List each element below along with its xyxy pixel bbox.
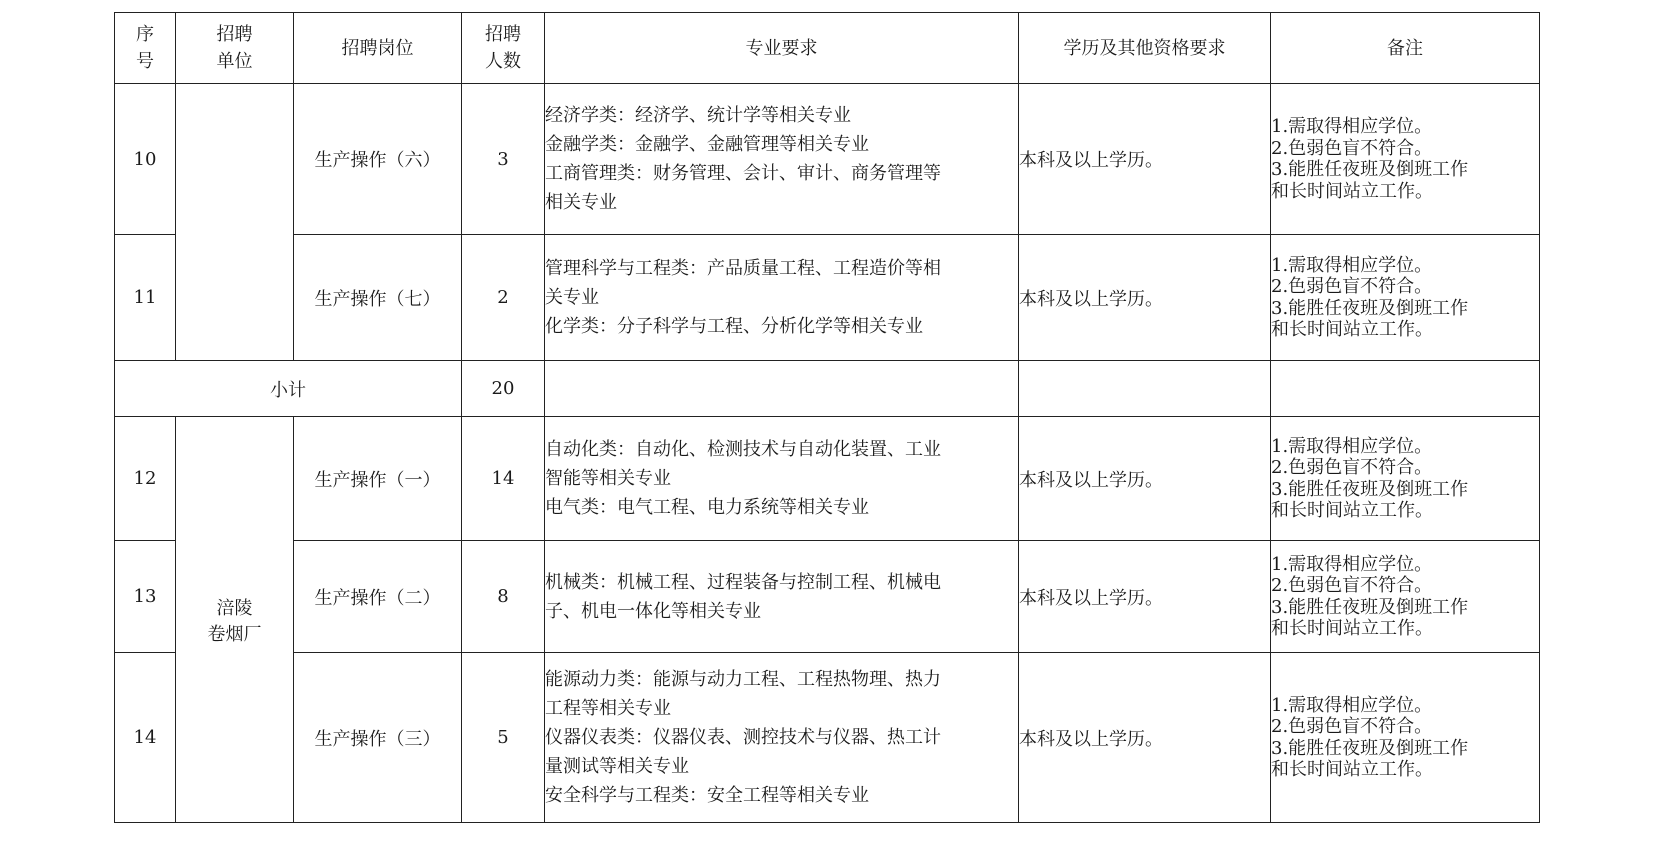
header-education: 学历及其他资格要求 (1019, 13, 1271, 84)
subtotal-row (115, 361, 1540, 417)
row-position: 生产操作（一） (294, 417, 462, 541)
row-position: 生产操作（六） (294, 84, 462, 235)
row-major: 能源动力类：能源与动力工程、工程热物理、热力 工程等相关专业 仪器仪表类：仪器仪表、测控技术与仪器、热工计 量测试等相关专业 安全科学与工程类：安全工程等相关专业 (545, 653, 1019, 823)
row-remark: 1.需取得相应学位。 2.色弱色盲不符合。 3.能胜任夜班及倒班工作 和长时间站立工作。 (1271, 653, 1540, 823)
row-education: 本科及以上学历。 (1019, 653, 1271, 823)
row-position: 生产操作（三） (294, 653, 462, 823)
header-seq: 序 号 (115, 13, 176, 84)
unit-fuling: 涪陵 卷烟厂 (176, 417, 294, 823)
row-position: 生产操作（二） (294, 541, 462, 653)
subtotal-major-empty (545, 361, 1019, 417)
subtotal-remark-empty (1271, 361, 1540, 417)
table-header-row (115, 13, 1540, 84)
row-remark: 1.需取得相应学位。 2.色弱色盲不符合。 3.能胜任夜班及倒班工作 和长时间站立工作。 (1271, 417, 1540, 541)
row-education: 本科及以上学历。 (1019, 84, 1271, 235)
header-count: 招聘 人数 (462, 13, 545, 84)
row-count: 3 (462, 84, 545, 235)
header-major: 专业要求 (545, 13, 1019, 84)
row-count: 8 (462, 541, 545, 653)
header-position: 招聘岗位 (294, 13, 462, 84)
row-major: 管理科学与工程类：产品质量工程、工程造价等相 关专业 化学类：分子科学与工程、分析化学等相关专业 (545, 235, 1019, 361)
unit-cell-empty (176, 84, 294, 361)
row-seq: 11 (115, 235, 176, 361)
row-education: 本科及以上学历。 (1019, 541, 1271, 653)
row-seq: 13 (115, 541, 176, 653)
row-major: 机械类：机械工程、过程装备与控制工程、机械电 子、机电一体化等相关专业 (545, 541, 1019, 653)
table-row (115, 541, 1540, 653)
table-row (115, 235, 1540, 361)
row-seq: 12 (115, 417, 176, 541)
recruitment-table (114, 12, 1540, 823)
row-remark: 1.需取得相应学位。 2.色弱色盲不符合。 3.能胜任夜班及倒班工作 和长时间站立工作。 (1271, 235, 1540, 361)
subtotal-education-empty (1019, 361, 1271, 417)
row-seq: 14 (115, 653, 176, 823)
row-remark: 1.需取得相应学位。 2.色弱色盲不符合。 3.能胜任夜班及倒班工作 和长时间站立工作。 (1271, 84, 1540, 235)
row-position: 生产操作（七） (294, 235, 462, 361)
row-remark: 1.需取得相应学位。 2.色弱色盲不符合。 3.能胜任夜班及倒班工作 和长时间站立工作。 (1271, 541, 1540, 653)
table-row (115, 84, 1540, 235)
row-major: 自动化类：自动化、检测技术与自动化装置、工业 智能等相关专业 电气类：电气工程、电力系统等相关专业 (545, 417, 1019, 541)
row-education: 本科及以上学历。 (1019, 417, 1271, 541)
table-row (115, 653, 1540, 823)
row-seq: 10 (115, 84, 176, 235)
header-remark: 备注 (1271, 13, 1540, 84)
row-count: 5 (462, 653, 545, 823)
row-count: 2 (462, 235, 545, 361)
row-education: 本科及以上学历。 (1019, 235, 1271, 361)
row-major: 经济学类：经济学、统计学等相关专业 金融学类：金融学、金融管理等相关专业 工商管理类：财务管理、会计、审计、商务管理等 相关专业 (545, 84, 1019, 235)
row-count: 14 (462, 417, 545, 541)
table-row (115, 417, 1540, 541)
subtotal-label: 小计 (115, 361, 462, 417)
subtotal-count: 20 (462, 361, 545, 417)
header-unit: 招聘 单位 (176, 13, 294, 84)
